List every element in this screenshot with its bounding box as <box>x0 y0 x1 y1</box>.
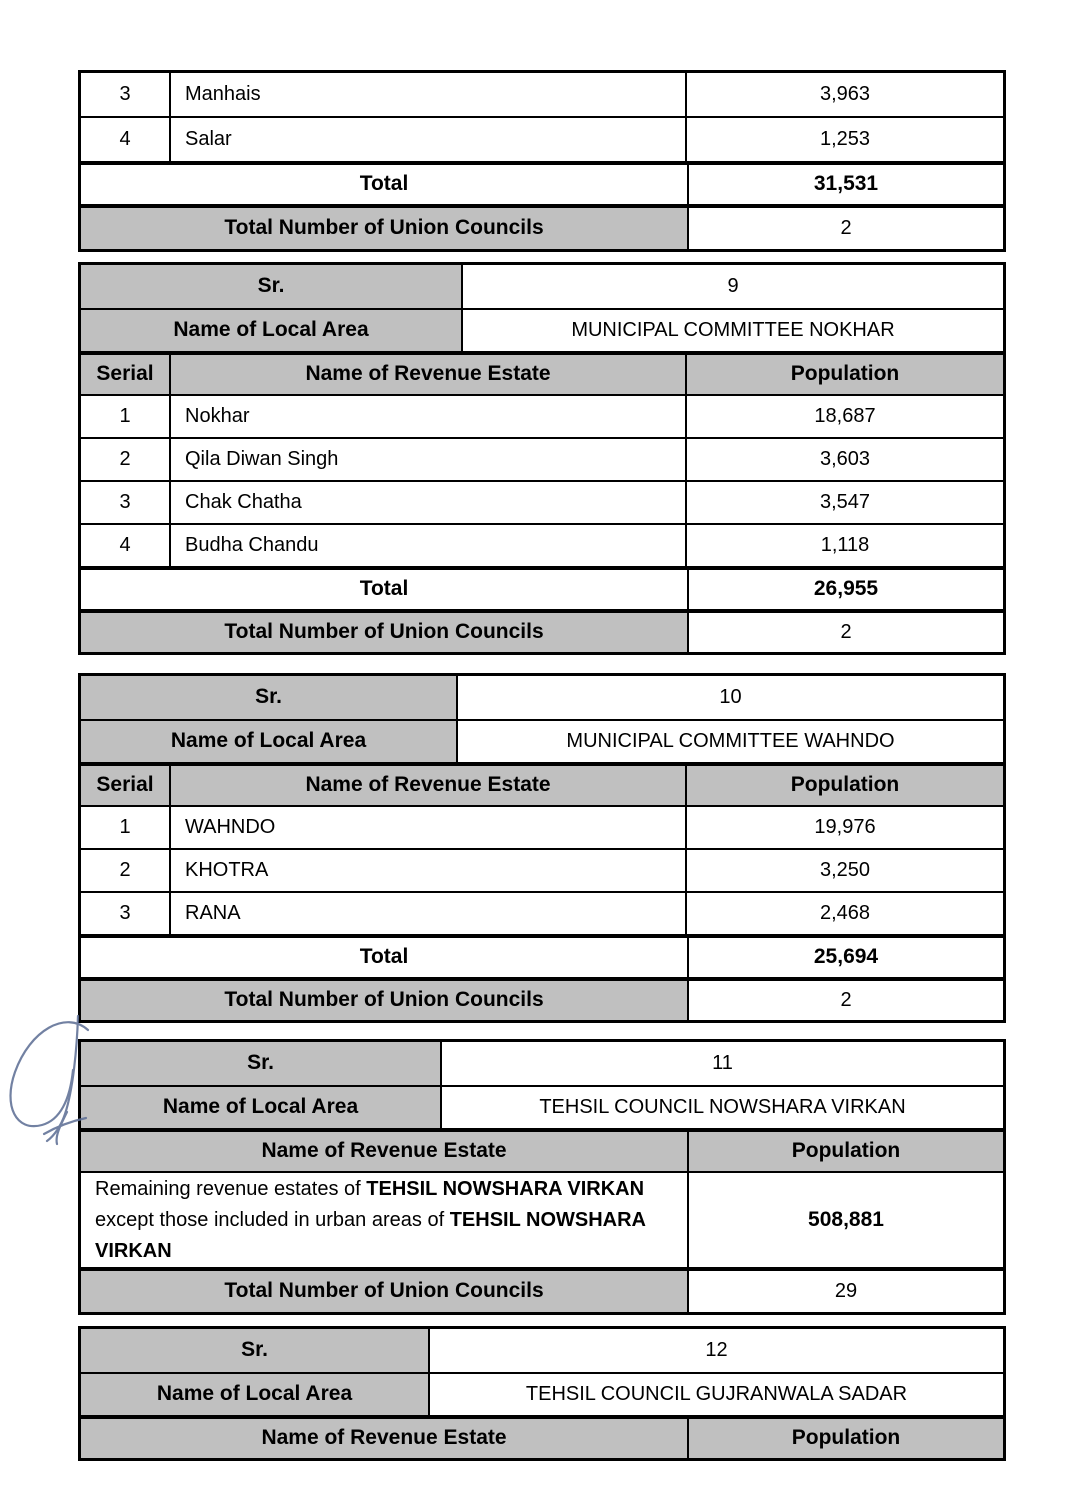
serial-cell: 1 <box>119 405 131 427</box>
local-area-value-cell: MUNICIPAL COMMITTEE WAHNDO <box>456 721 1003 762</box>
revenue-estate-cell: Qila Diwan Singh <box>169 439 685 480</box>
column-header-population: Population <box>685 355 1003 394</box>
population-cell: 1,118 <box>685 525 1003 566</box>
table-row <box>81 891 1003 934</box>
serial-cell: 4 <box>119 128 131 150</box>
description-segment: except those included in urban areas of <box>95 1208 450 1231</box>
sr-row <box>81 1329 1003 1372</box>
serial-cell: 1 <box>119 816 131 838</box>
revenue-estate-cell: RANA <box>169 893 685 934</box>
union-councils-label-cell: Total Number of Union Councils <box>81 613 687 652</box>
column-header-revenue-estate: Name of Revenue Estate <box>169 355 685 394</box>
local-area-label-cell: Name of Local Area <box>81 1087 440 1128</box>
serial-cell: 2 <box>119 448 131 470</box>
serial-cell: 3 <box>119 491 131 513</box>
population-cell: 508,881 <box>687 1173 1003 1267</box>
local-area-value-cell: TEHSIL COUNCIL GUJRANWALA SADAR <box>428 1374 1003 1415</box>
revenue-estate-cell: Budha Chandu <box>169 525 685 566</box>
total-label-cell: Total <box>359 945 409 969</box>
population-cell: 3,250 <box>685 850 1003 891</box>
local-area-label-cell: Name of Local Area <box>81 721 456 762</box>
local-area-value-cell: MUNICIPAL COMMITTEE NOKHAR <box>461 310 1003 351</box>
column-header-row <box>81 1128 1003 1171</box>
total-label-cell: Total <box>359 172 409 196</box>
table-continuation <box>78 70 1006 252</box>
total-row <box>81 934 1003 977</box>
local-area-row <box>81 308 1003 351</box>
table-row <box>81 1171 1003 1267</box>
local-area-label-cell: Name of Local Area <box>81 1374 428 1415</box>
sr-row <box>81 1042 1003 1085</box>
population-cell: 3,547 <box>685 482 1003 523</box>
table-row <box>81 480 1003 523</box>
column-header-revenue-estate: Name of Revenue Estate <box>81 1132 687 1171</box>
population-cell: 1,253 <box>685 118 1003 161</box>
table-section-9 <box>78 262 1006 655</box>
revenue-estate-cell: Chak Chatha <box>169 482 685 523</box>
column-header-revenue-estate: Name of Revenue Estate <box>81 1419 687 1458</box>
union-councils-row <box>81 977 1003 1020</box>
column-header-revenue-estate: Name of Revenue Estate <box>169 766 685 805</box>
serial-cell: 4 <box>119 534 131 556</box>
total-value-cell: 25,694 <box>687 938 1003 977</box>
serial-cell: 3 <box>119 902 131 924</box>
population-cell: 3,603 <box>685 439 1003 480</box>
union-councils-label-cell: Total Number of Union Councils <box>81 1271 687 1312</box>
union-councils-row <box>81 1267 1003 1312</box>
revenue-estate-cell <box>81 1173 687 1267</box>
total-row <box>81 161 1003 204</box>
total-label-cell: Total <box>359 577 409 601</box>
total-value-cell: 26,955 <box>687 570 1003 609</box>
table-row <box>81 73 1003 116</box>
revenue-estate-description <box>95 1174 673 1267</box>
sr-row <box>81 676 1003 719</box>
column-header-row <box>81 762 1003 805</box>
description-segment-bold: TEHSIL NOWSHARA VIRKAN <box>366 1177 645 1200</box>
table-section-10 <box>78 673 1006 1023</box>
column-header-row <box>81 351 1003 394</box>
column-header-population: Population <box>685 766 1003 805</box>
table-row <box>81 437 1003 480</box>
population-cell: 2,468 <box>685 893 1003 934</box>
table-section-12 <box>78 1326 1006 1461</box>
total-row <box>81 566 1003 609</box>
union-councils-value-cell: 2 <box>687 613 1003 652</box>
sr-label-cell: Sr. <box>81 1042 440 1085</box>
population-cell: 3,963 <box>685 73 1003 116</box>
population-cell: 19,976 <box>685 807 1003 848</box>
table-row <box>81 523 1003 566</box>
table-row <box>81 805 1003 848</box>
revenue-estate-cell: Nokhar <box>169 396 685 437</box>
sr-value-cell: 12 <box>428 1329 1003 1372</box>
union-councils-value-cell: 2 <box>687 981 1003 1020</box>
table-section-11 <box>78 1039 1006 1315</box>
serial-cell: 2 <box>119 859 131 881</box>
column-header-row <box>81 1415 1003 1458</box>
revenue-estate-cell: WAHNDO <box>169 807 685 848</box>
revenue-estate-cell: KHOTRA <box>169 850 685 891</box>
serial-cell: 3 <box>119 83 131 105</box>
sr-label-cell: Sr. <box>81 676 456 719</box>
column-header-population: Population <box>687 1132 1003 1171</box>
table-row <box>81 394 1003 437</box>
column-header-serial: Serial <box>81 355 169 394</box>
population-cell: 18,687 <box>685 396 1003 437</box>
revenue-estate-cell: Manhais <box>169 73 685 116</box>
sr-label-cell: Sr. <box>81 1329 428 1372</box>
sr-row <box>81 265 1003 308</box>
local-area-row <box>81 1085 1003 1128</box>
union-councils-label-cell: Total Number of Union Councils <box>81 208 687 249</box>
union-councils-row <box>81 609 1003 652</box>
description-segment: Remaining revenue estates of <box>95 1177 367 1200</box>
local-area-row <box>81 1372 1003 1415</box>
description-segment-bold: TEHSIL NOWSHARA VIRKAN <box>95 1208 646 1262</box>
sr-value-cell: 10 <box>456 676 1003 719</box>
sr-value-cell: 11 <box>440 1042 1003 1085</box>
union-councils-value-cell: 2 <box>687 208 1003 249</box>
union-councils-value-cell: 29 <box>687 1271 1003 1312</box>
table-row <box>81 848 1003 891</box>
local-area-row <box>81 719 1003 762</box>
sr-value-cell: 9 <box>461 265 1003 308</box>
column-header-population: Population <box>687 1419 1003 1458</box>
revenue-estate-cell: Salar <box>169 118 685 161</box>
column-header-serial: Serial <box>81 766 169 805</box>
local-area-value-cell: TEHSIL COUNCIL NOWSHARA VIRKAN <box>440 1087 1003 1128</box>
local-area-label-cell: Name of Local Area <box>81 310 461 351</box>
table-row <box>81 116 1003 161</box>
sr-label-cell: Sr. <box>81 265 461 308</box>
union-councils-label-cell: Total Number of Union Councils <box>81 981 687 1020</box>
union-councils-row <box>81 204 1003 249</box>
total-value-cell: 31,531 <box>687 165 1003 204</box>
